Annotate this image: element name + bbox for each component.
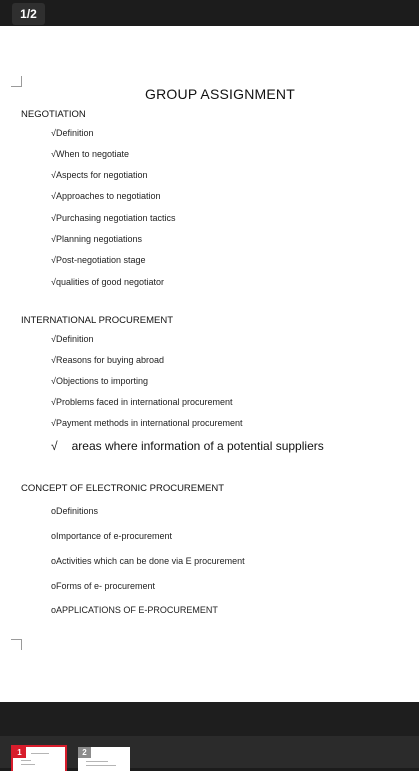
thumbnail-text-line [31,753,49,754]
thumbnail-text-line [21,764,35,765]
list-item: √Planning negotiations [51,234,143,244]
document-title: GROUP ASSIGNMENT [145,86,295,102]
page-thumbnail-1[interactable] [13,747,65,771]
thumbnail-number: 2 [78,747,91,758]
list-item: oForms of e- procurement [51,581,156,591]
list-item: √Reasons for buying abroad [51,355,165,365]
check-mark: √ [51,439,58,453]
list-item: √Definition [51,128,94,138]
page-indicator: 1/2 [12,3,45,25]
list-item: oImportance of e-procurement [51,531,173,541]
list-item: √When to negotiate [51,149,129,159]
list-item: √Purchasing negotiation tactics [51,213,176,223]
list-item: oDefinitions [51,506,99,516]
list-item: √Objections to importing [51,376,148,386]
crop-mark-bottom [11,639,22,650]
list-item: √Definition [51,334,94,344]
thumbnail-text-line [21,760,31,761]
list-item: oAPPLICATIONS OF E-PROCUREMENT [51,605,218,615]
viewer-toolbar [0,702,419,736]
list-item: √Problems faced in international procurement [51,397,233,407]
thumbnail-text-line [86,765,116,766]
document-page[interactable] [0,26,419,702]
list-item: oActivities which can be done via E procurement [51,556,245,566]
page-thumbnail-2[interactable] [78,747,130,771]
list-item: √qualities of good negotiator [51,277,165,287]
thumbnail-number: 1 [13,747,26,758]
list-item: √Approaches to negotiation [51,191,161,201]
list-item: √Post-negotiation stage [51,255,146,265]
list-item-large [51,439,324,453]
thumbnail-text-line [86,761,108,762]
section-heading-international-procurement: INTERNATIONAL PROCUREMENT [21,315,174,326]
section-heading-electronic-procurement: CONCEPT OF ELECTRONIC PROCUREMENT [21,483,225,494]
section-heading-negotiation: NEGOTIATION [21,109,86,120]
list-item: √Aspects for negotiation [51,170,148,180]
list-item: √Payment methods in international procurement [51,418,243,428]
list-item-text: areas where information of a potential suppliers [71,439,324,453]
top-bar [0,0,419,26]
